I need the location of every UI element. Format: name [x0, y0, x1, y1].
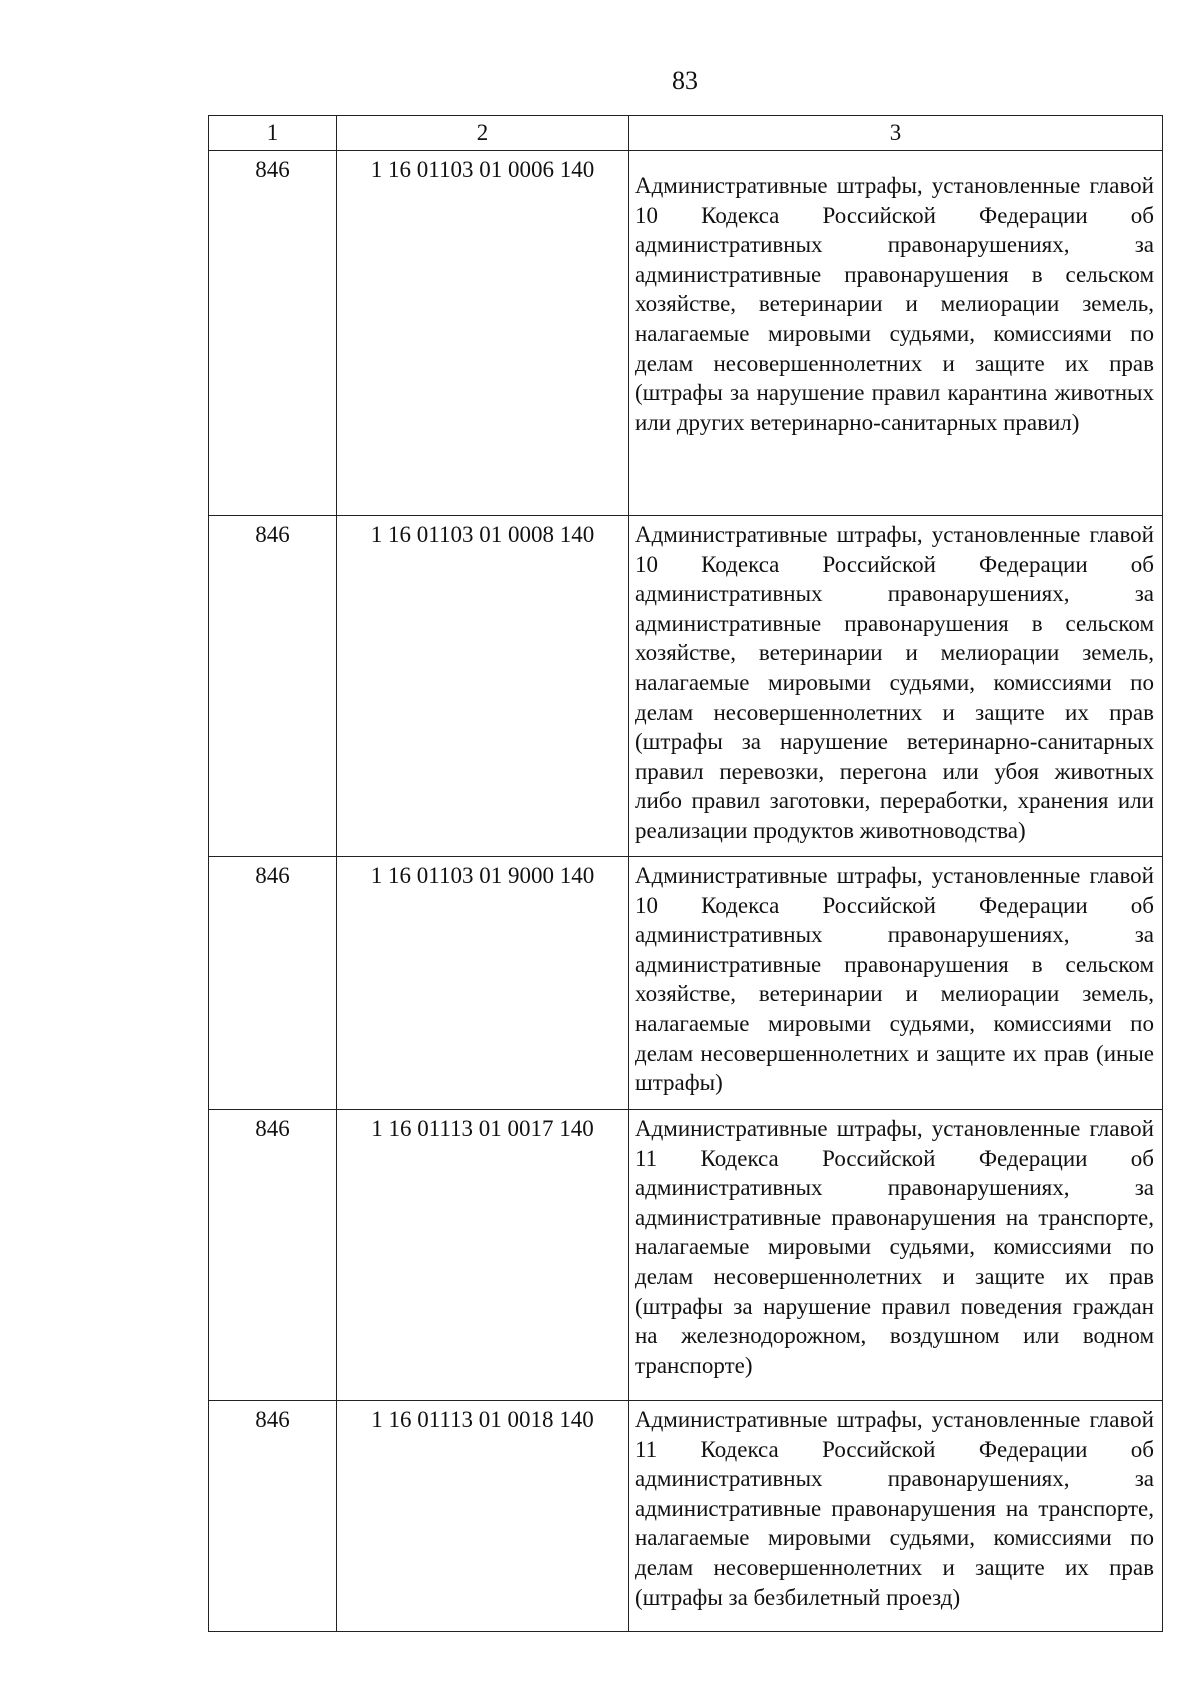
- column-header-3: 3: [629, 116, 1163, 151]
- admin-code-cell: 846: [209, 1110, 337, 1401]
- table-header-row: [209, 116, 1163, 151]
- admin-code-cell: 846: [209, 516, 337, 857]
- kbk-code-cell: 1 16 01103 01 9000 140: [337, 857, 629, 1110]
- table-row: [209, 151, 1163, 516]
- admin-code-cell: 846: [209, 857, 337, 1110]
- table-row: [209, 857, 1163, 1110]
- admin-code-cell: 846: [209, 151, 337, 516]
- description-cell: Административные штрафы, установленные главой 11 Кодекса Российской Федерации об административных правонарушениях, за административные правонарушения на транспорте, налагаемые мировыми судьями, комиссиями по делам несовершеннолетних и защите их прав (штрафы за нарушение правил поведения граждан на железнодорожном, воздушном или водном транспорте): [629, 1110, 1163, 1401]
- kbk-code-cell: 1 16 01113 01 0018 140: [337, 1401, 629, 1632]
- column-header-1: 1: [209, 116, 337, 151]
- table-row: [209, 1401, 1163, 1632]
- description-cell: Административные штрафы, установленные главой 10 Кодекса Российской Федерации об административных правонарушениях, за административные правонарушения в сельском хозяйстве, ветеринарии и мелиорации земель, налагаемые мировыми судьями, комиссиями по делам несовершеннолетних и защите их прав (штрафы за нарушение правил карантина животных или других ветеринарно-санитарных правил): [629, 151, 1163, 516]
- page-number: 83: [672, 66, 698, 95]
- description-cell: Административные штрафы, установленные главой 10 Кодекса Российской Федерации об административных правонарушениях, за административные правонарушения в сельском хозяйстве, ветеринарии и мелиорации земель, налагаемые мировыми судьями, комиссиями по делам несовершеннолетних и защите их прав (иные штрафы): [629, 857, 1163, 1110]
- budget-codes-table: [208, 115, 1163, 1632]
- kbk-code-cell: 1 16 01103 01 0006 140: [337, 151, 629, 516]
- kbk-code-cell: 1 16 01113 01 0017 140: [337, 1110, 629, 1401]
- kbk-code-cell: 1 16 01103 01 0008 140: [337, 516, 629, 857]
- description-cell: Административные штрафы, установленные главой 10 Кодекса Российской Федерации об административных правонарушениях, за административные правонарушения в сельском хозяйстве, ветеринарии и мелиорации земель, налагаемые мировыми судьями, комиссиями по делам несовершеннолетних и защите их прав (штрафы за нарушение ветеринарно-санитарных правил перевозки, перегона или убоя животных либо правил заготовки, переработки, хранения или реализации продуктов животноводства): [629, 516, 1163, 857]
- table-row: [209, 1110, 1163, 1401]
- table-row: [209, 516, 1163, 857]
- admin-code-cell: 846: [209, 1401, 337, 1632]
- column-header-2: 2: [337, 116, 629, 151]
- description-cell: Административные штрафы, установленные главой 11 Кодекса Российской Федерации об административных правонарушениях, за административные правонарушения на транспорте, налагаемые мировыми судьями, комиссиями по делам несовершеннолетних и защите их прав (штрафы за безбилетный проезд): [629, 1401, 1163, 1632]
